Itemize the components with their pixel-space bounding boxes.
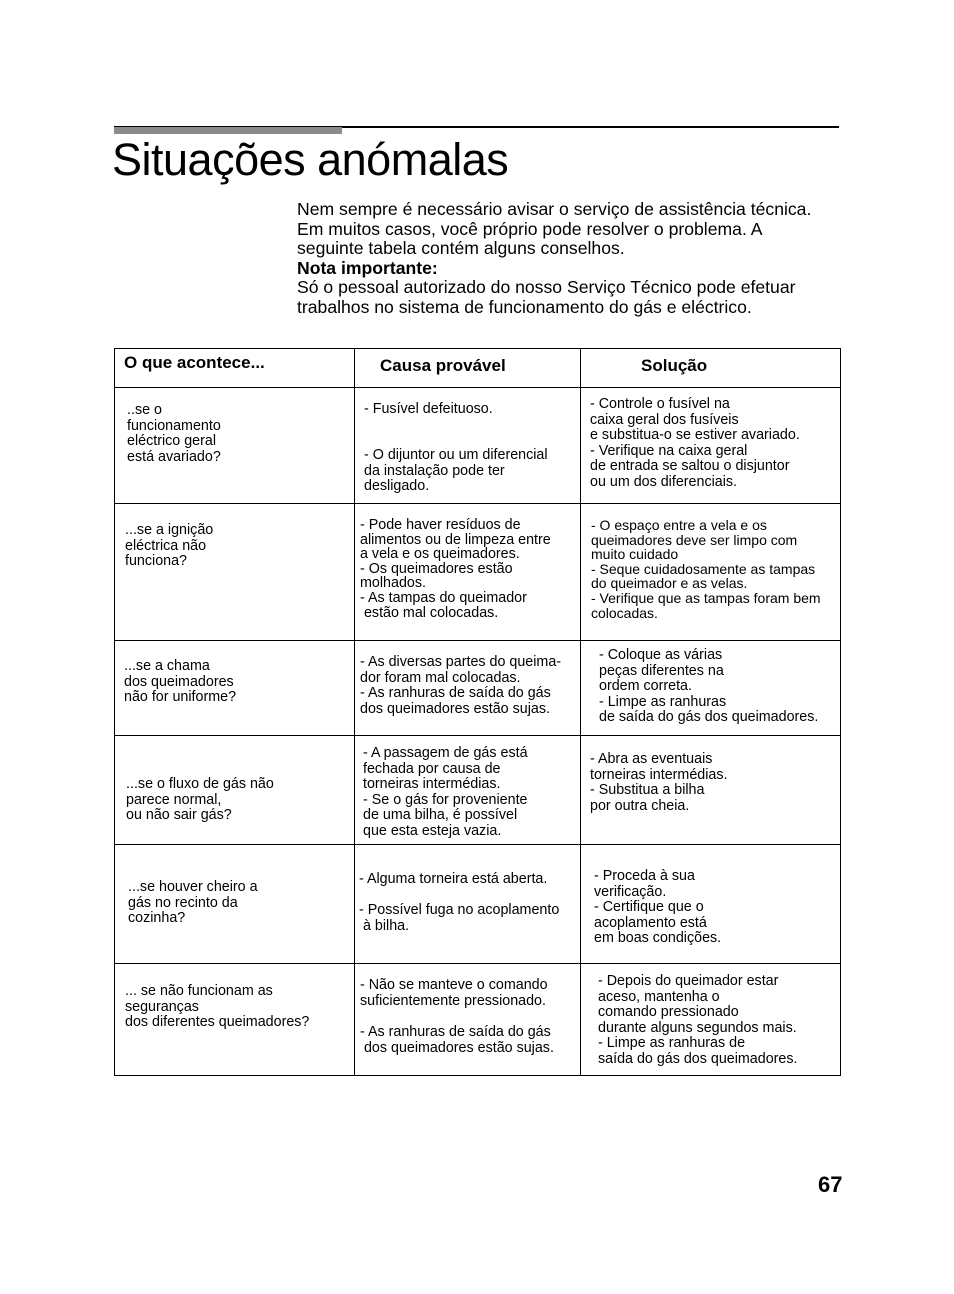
cause-text: - A passagem de gás está fechada por causa de torneiras intermédias. - Se o gás for proveniente de uma bilha, é possível que esta esteja vazia. — [363, 745, 528, 839]
solution-cell — [581, 736, 841, 845]
solution-cell — [581, 641, 841, 736]
intro-section — [297, 200, 857, 317]
table-row — [115, 964, 841, 1076]
solution-text: - Abra as eventuais torneiras intermédias. - Substitua a bilha por outra cheia. — [590, 751, 728, 814]
cause-text: - Fusível defeituoso. — [364, 401, 493, 417]
cause-cell — [355, 845, 581, 964]
table-header-row — [115, 349, 841, 388]
note-text: Só o pessoal autorizado do nosso Serviço Técnico pode efetuar trabalhos no sistema de funcionamento do gás e eléctrico. — [297, 277, 796, 317]
cause-text: - Pode haver resíduos de alimentos ou de limpeza entre a vela e os queimadores. - Os queimadores estão molhados. - As tampas do queimador estão mal colocadas. — [360, 517, 551, 621]
troubleshooting-table — [114, 348, 841, 1076]
table-row — [115, 641, 841, 736]
solution-text: - Depois do queimador estar aceso, mantenha o comando pressionado durante alguns segundos mais. - Limpe as ranhuras de saída do gás dos queimadores. — [598, 973, 798, 1067]
problem-cell — [115, 388, 355, 504]
page-number: 67 — [818, 1172, 843, 1197]
table-row — [115, 388, 841, 504]
solution-text: - Proceda à sua verificação. - Certifique que o acoplamento está em boas condições. — [594, 868, 722, 946]
problem-text: ...se houver cheiro a gás no recinto da cozinha? — [128, 879, 258, 926]
cause-cell — [355, 388, 581, 504]
problem-text: ...se o fluxo de gás não parece normal, ou não sair gás? — [126, 776, 274, 823]
header-probable-cause: Causa provável — [355, 349, 581, 388]
header-what-happens: O que acontece... — [115, 349, 355, 388]
problem-cell — [115, 845, 355, 964]
solution-cell — [581, 504, 841, 641]
problem-text: ...se a chama dos queimadores não for uniforme? — [124, 658, 237, 705]
cause-text: - Não se manteve o comando suficientemente pressionado. — [360, 977, 548, 1009]
solution-text: - O espaço entre a vela e os queimadores deve ser limpo com muito cuidado - Seque cuidadosamente as tampas do queimador e as velas. - Verifique que as tampas foram bem colocadas. — [591, 517, 821, 621]
solution-text: - Coloque as várias peças diferentes na ordem correta. - Limpe as ranhuras de saída do gás dos queimadores. — [599, 647, 819, 725]
note-heading: Nota importante: — [297, 257, 438, 278]
table-row — [115, 845, 841, 964]
solution-cell — [581, 964, 841, 1076]
table-row — [115, 504, 841, 641]
cause-text: - Possível fuga no acoplamento à bilha. — [359, 902, 560, 934]
problem-cell — [115, 736, 355, 845]
table-row — [115, 736, 841, 845]
intro-paragraph: Nem sempre é necessário avisar o serviço de assistência técnica. Em muitos casos, você próprio pode resolver o problema. A seguinte tabela contém alguns conselhos. — [297, 199, 812, 258]
cause-cell — [355, 736, 581, 845]
solution-text: - Controle o fusível na caixa geral dos fusíveis e substitua-o se estiver avariado. - Verifique na caixa geral de entrada se saltou o disjuntor ou um dos diferenciais. — [590, 396, 800, 490]
problem-cell — [115, 964, 355, 1076]
cause-cell — [355, 504, 581, 641]
cause-cell — [355, 964, 581, 1076]
problem-text: ... se não funcionam as seguranças dos diferentes queimadores? — [125, 983, 310, 1030]
cause-text: - Alguma torneira está aberta. — [359, 871, 548, 887]
cause-text: - As ranhuras de saída do gás dos queimadores estão sujas. — [360, 1024, 554, 1056]
solution-cell — [581, 388, 841, 504]
problem-cell — [115, 641, 355, 736]
cause-text: - O dijuntor ou um diferencial da instalação pode ter desligado. — [364, 447, 548, 494]
page-title: Situações anómalas — [112, 134, 509, 185]
solution-cell — [581, 845, 841, 964]
cause-text: - As diversas partes do queima- dor foram mal colocadas. - As ranhuras de saída do gás dos queimadores estão sujas. — [360, 654, 562, 717]
problem-text: ..se o funcionamento eléctrico geral está avariado? — [127, 402, 221, 465]
cause-cell — [355, 641, 581, 736]
problem-text: ...se a ignição eléctrica não funciona? — [125, 522, 214, 569]
header-solution: Solução — [581, 349, 841, 388]
problem-cell — [115, 504, 355, 641]
